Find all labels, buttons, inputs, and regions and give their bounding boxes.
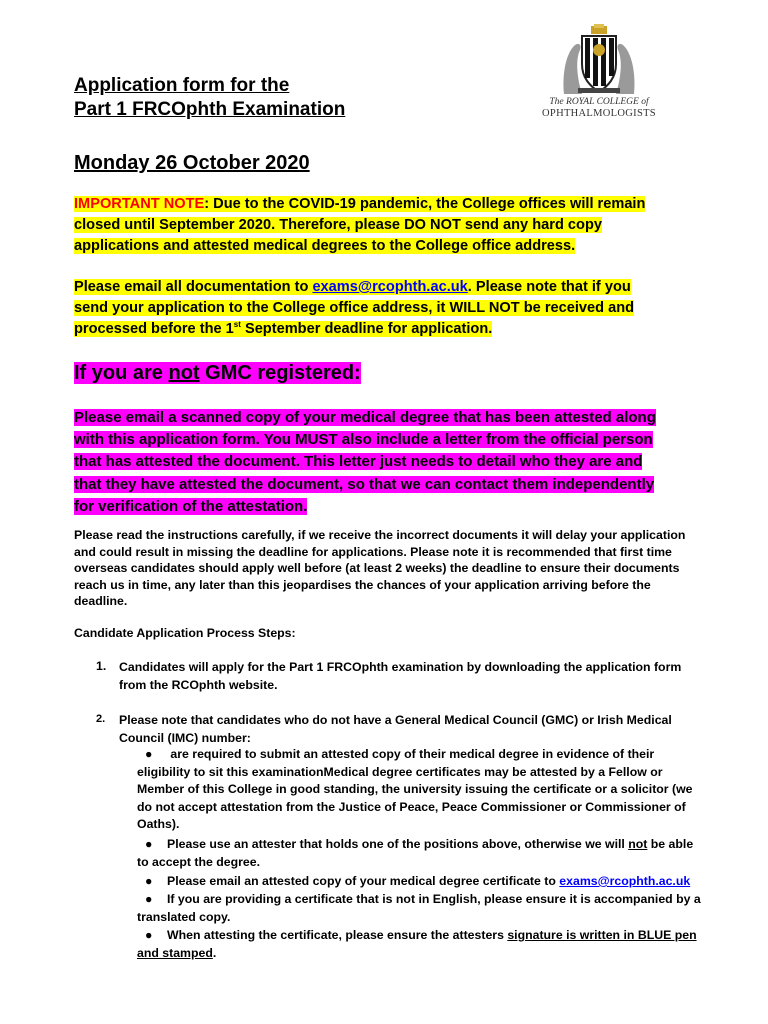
gmc-para-line-1: Please email a scanned copy of your medical degree that has been attested along [74,409,656,426]
bullet-1-line-3: Member of this College in good standing, the university issuing the certificate or a solicitor (we [137,782,693,796]
exams-email-link[interactable]: exams@rcophth.ac.uk [312,279,468,295]
email-note-pre: Please email all documentation to [74,279,313,295]
bullet-dot: ● [145,928,153,942]
bullet-2-pre: Please use an attester that holds one of the positions above, otherwise we will [167,837,629,851]
important-note [74,194,694,257]
step-1-line-1: Candidates will apply for the Part 1 FRCOphth examination by downloading the application form [119,660,682,674]
important-label: IMPORTANT NOTE [74,196,205,212]
step-2-number: 2. [96,713,106,725]
gmc-para-line-2: with this application form. You MUST also include a letter from the official person [74,431,653,449]
step-1-text [119,658,709,694]
bullet-4-line-2: translated copy. [137,909,231,924]
bullet-1-line-2: eligibility to sit this examinationMedical degree certificates may be attested by a Fellow or [137,764,663,779]
bullet-1-line-1: are required to submit an attested copy of their medical degree in evidence of their [167,747,655,761]
title-line-1: Application form for the [74,75,290,96]
page-title [74,74,345,122]
exam-date: Monday 26 October 2020 [74,152,310,174]
bullet-dot: ● [145,874,153,888]
important-line-2: closed until September 2020. Therefore, please DO NOT send any hard copy [74,217,602,233]
bullet-5-post: . [212,945,217,960]
bullet-2-not: not [628,837,648,851]
bullet-dot: ● [145,892,153,906]
bullet-5-underlined-2: and stamped [137,945,213,960]
crest-icon [558,24,640,96]
gmc-heading-not: not [168,362,200,384]
step-2-line-2: Council (IMC) number: [119,731,251,745]
email-note-line-2: send your application to the College office address, it WILL NOT be received and [74,300,635,316]
bullet-1-line-5: Oaths). [137,817,180,831]
step-2-line-1: Please note that candidates who do not have a General Medical Council (GMC) or Irish Medical [119,713,672,727]
college-name [528,96,670,120]
step-1-number: 1. [96,659,107,673]
gmc-heading [74,362,361,385]
bullet-1 [137,746,697,834]
important-line-1: : Due to the COVID-19 pandemic, the College offices will remain [204,196,646,212]
bullet-5-pre: When attesting the certificate, please ensure the attesters [167,928,508,942]
gmc-heading-post: GMC registered: [199,362,361,384]
gmc-paragraph [74,407,696,518]
bullet-2-line-2: to accept the degree. [137,854,261,869]
bullet-2 [137,836,697,871]
instructions-line-3: overseas candidates should apply well before (at least 2 weeks) the deadline to ensure their documents [74,561,680,575]
step-1-line-2: from the RCOphth website. [119,678,278,692]
email-note-line-3-post: September deadline for application. [240,321,493,337]
gmc-para-line-5: for verification of the attestation. [74,497,308,515]
email-note-line-3: processed before the 1 [74,321,234,337]
bullet-dot: ● [145,837,153,851]
steps-heading: Candidate Application Process Steps: [74,626,296,640]
bullet-3-pre: Please email an attested copy of your medical degree certificate to [167,874,560,888]
instructions-line-5: deadline. [74,594,128,608]
instructions-line-4: reach us in time, any later than this jeopardises the chances of your application arriving before the [74,577,651,592]
gmc-heading-pre: If you are [74,362,169,384]
important-line-3: applications and attested medical degrees to the College office address. [74,238,576,254]
bullet-4-line-1: If you are providing a certificate that is not in English, please ensure it is accompanied by a [167,892,701,906]
bullet-1-line-4: do not accept attestation from the Justice of Peace, Peace Commissioner or Commissioner of [137,799,686,814]
step-2-text [119,711,709,747]
instructions-line-2: and could result in missing the deadline for applications. Please note it is recommended that first time [74,544,672,559]
gmc-para-line-4: that they have attested the document, so that we can contact them independently [74,475,655,493]
bullet-3-email-link[interactable]: exams@rcophth.ac.uk [559,874,691,888]
email-note-post: . Please note that if you [467,279,631,295]
instructions-line-1: Please read the instructions carefully, if we receive the incorrect documents it will delay your application [74,528,686,542]
bullet-3 [137,873,707,891]
bullet-4 [137,891,707,926]
bullet-5-underlined: signature is written in BLUE pen [507,928,697,942]
instructions-paragraph [74,527,694,610]
ordinal-suffix: st [233,320,241,330]
college-name-line1: The ROYAL COLLEGE of [549,97,649,107]
bullet-dot: ● [145,747,153,761]
bullet-5 [137,927,707,962]
bullet-2-post: be able [647,837,694,851]
title-line-2: Part 1 FRCOphth Examination [74,99,346,120]
gmc-para-line-3: that has attested the document. This letter just needs to detail who they are and [74,453,643,471]
college-name-line2: OPHTHALMOLOGISTS [542,108,656,119]
email-note [74,277,694,340]
